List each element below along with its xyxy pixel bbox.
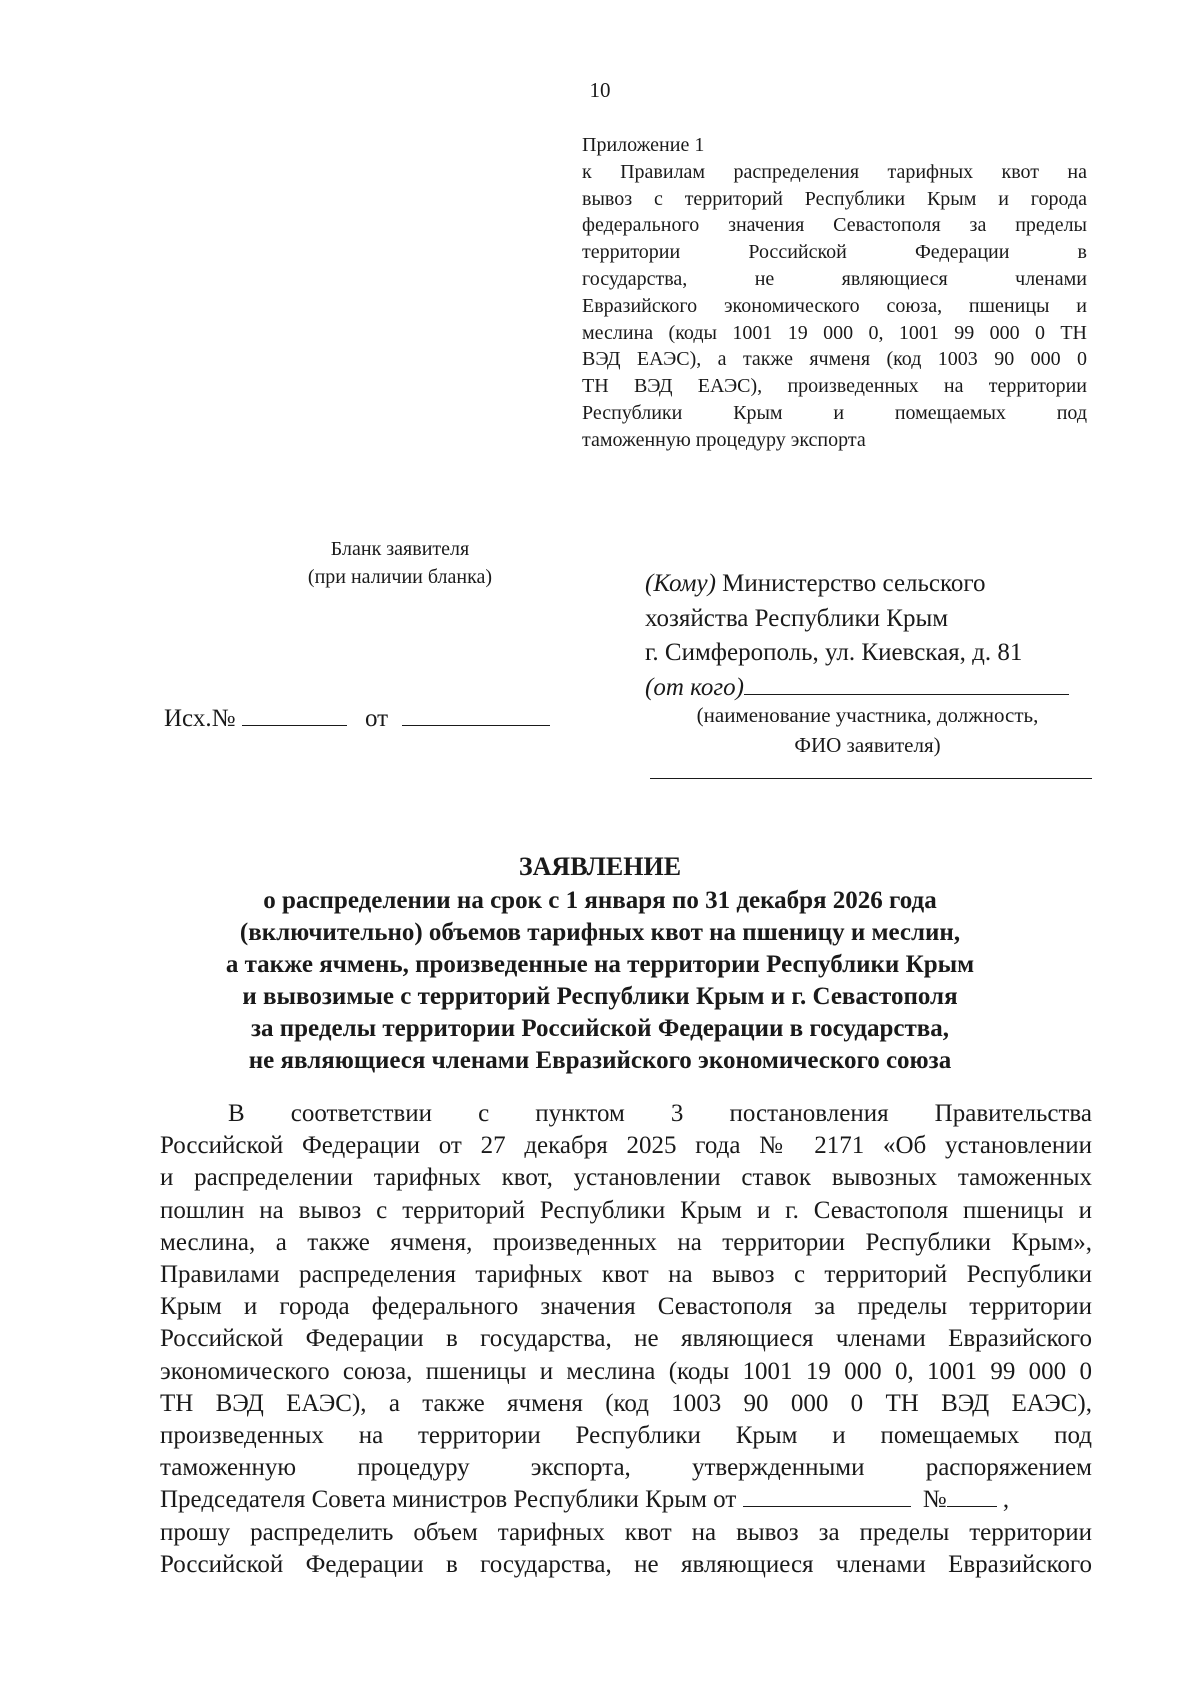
order-comma: , (1002, 1486, 1010, 1514)
outgoing-number-fill[interactable] (242, 724, 347, 726)
outgoing-number-label: Исх.№ (164, 705, 236, 732)
outgoing-date-label: от (364, 705, 389, 732)
appendix-line: вывоз с территорий Республики Крым и города (582, 187, 1087, 210)
body-line: Правилами распределения тарифных квот на вывоз с территорий Республики (160, 1261, 1092, 1289)
appendix-line: меслина (коды 1001 19 000 0, 1001 99 000 0 ТН (582, 321, 1087, 344)
appendix-line: таможенную процедуру экспорта (582, 428, 866, 451)
body-line: Российской Федерации в государства, не являющиеся членами Евразийского (160, 1325, 1092, 1353)
order-number-fill[interactable] (947, 1505, 997, 1507)
appendix-block (582, 132, 1087, 454)
body-line: Российской Федерации от 27 декабря 2025 года № 2171 «Об установлении (160, 1132, 1092, 1160)
appendix-line: территории Российской Федерации в (582, 241, 1087, 264)
appendix-line: к Правилам распределения тарифных квот на (582, 160, 1087, 183)
body-order-line (160, 1484, 1092, 1516)
page-number: 10 (589, 78, 611, 102)
recipient-block (645, 567, 1090, 705)
body-line: ТН ВЭД ЕАЭС), а также ячменя (код 1003 90 000 0 ТН ВЭД ЕАЭС), (160, 1389, 1092, 1417)
order-text: Председателя Совета министров Республики Крым от (160, 1486, 737, 1514)
body-line: Крым и города федерального значения Севастополя за пределы территории (160, 1293, 1092, 1321)
from-fill-line[interactable] (744, 693, 1069, 695)
subtitle-line: о распределении на срок с 1 января по 31 декабря 2026 года (263, 887, 937, 914)
document-title: ЗАЯВЛЕНИЕ (518, 852, 682, 881)
recipient-to-line (645, 567, 1090, 602)
recipient-caption-line: ФИО заявителя) (794, 733, 941, 757)
body-line: таможенную процедуру экспорта, утвержденными распоряжением (160, 1454, 1092, 1482)
outgoing-number-row (164, 705, 550, 733)
subtitle-line: не являющиеся членами Евразийского экономического союза (248, 1047, 952, 1074)
to-text: Министерство сельского (715, 570, 986, 597)
appendix-line: государства, не являющиеся членами (582, 267, 1087, 290)
order-number-sign: № (922, 1486, 947, 1514)
appendix-line: Евразийского экономического союза, пшеницы и (582, 294, 1087, 317)
appendix-line: ТН ВЭД ЕАЭС), произведенных на территории (582, 375, 1087, 398)
recipient-caption-line: (наименование участника, должность, (696, 703, 1039, 727)
appendix-line: Приложение 1 (582, 134, 705, 156)
outgoing-date-fill[interactable] (402, 724, 550, 726)
from-label: (от кого) (645, 673, 744, 701)
body-line: прошу распределить объем тарифных квот на вывоз за пределы территории (160, 1518, 1092, 1546)
body-paragraph (160, 1098, 1092, 1581)
appendix-line: федерального значения Севастополя за пределы (582, 214, 1087, 237)
recipient-caption (640, 700, 1095, 760)
appendix-line: Республики Крым и помещаемых под (582, 401, 1087, 424)
applicant-blank-line: Бланк заявителя (330, 538, 470, 560)
subtitle-line: за пределы территории Российской Федерации в государства, (250, 1015, 950, 1042)
body-line: и распределении тарифных квот, установлении ставок вывозных таможенных (160, 1164, 1092, 1192)
body-line: пошлин на вывоз с территорий Республики Крым и г. Севастополя пшеницы и (160, 1196, 1092, 1224)
recipient-line: хозяйства Республики Крым (645, 604, 949, 632)
subtitle-line: а также ячмень, произведенные на территории Республики Крым (225, 951, 975, 978)
body-line: произведенных на территории Республики Крым и помещаемых под (160, 1422, 1092, 1450)
applicant-blank-line: (при наличии бланка) (307, 566, 493, 588)
subtitle-line: (включительно) объемов тарифных квот на пшеницу и меслин, (239, 919, 961, 946)
recipient-extra-fill-line[interactable] (650, 778, 1092, 779)
body-line: экономического союза, пшеницы и меслина (коды 1001 19 000 0, 1001 99 000 0 (160, 1357, 1092, 1385)
body-line: В соответствии с пунктом 3 постановления Правительства (228, 1100, 1092, 1127)
to-label: (Кому) (645, 570, 716, 597)
document-subtitle (120, 885, 1080, 1077)
applicant-blank-note (250, 535, 550, 591)
order-date-fill[interactable] (743, 1505, 911, 1507)
subtitle-line: и вывозимые с территорий Республики Крым и г. Севастополя (242, 983, 958, 1010)
appendix-line: ВЭД ЕАЭС), а также ячменя (код 1003 90 000 0 (582, 348, 1087, 371)
body-line: меслина, а также ячменя, произведенных на территории Республики Крым», (160, 1228, 1092, 1256)
body-line: Российской Федерации в государства, не являющиеся членами Евразийского (160, 1550, 1092, 1578)
recipient-line: г. Симферополь, ул. Киевская, д. 81 (645, 639, 1023, 666)
